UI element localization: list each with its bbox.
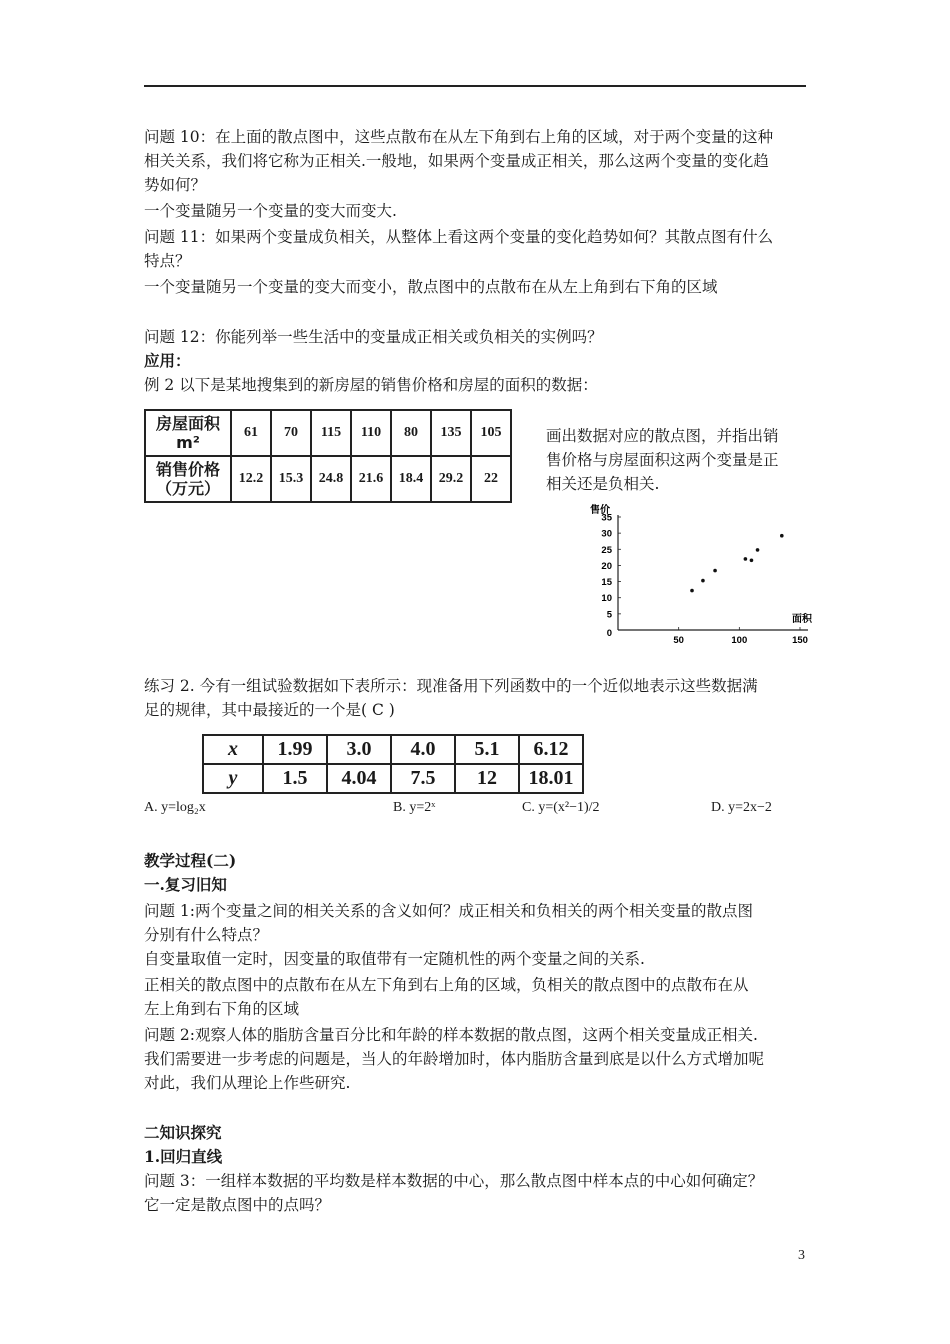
answer-1-cont-1: 正相关的散点图中的点散布在从左下角到右上角的区域，负相关的散点图中的点散布在从: [144, 976, 749, 994]
question-3-line-2: 它一定是散点图中的点吗？: [144, 1196, 331, 1214]
area-row: [145, 410, 511, 456]
question-2-line-1: 问题 2:观察人体的脂肪含量百分比和年龄的样本数据的散点图，这两个相关变量成正相关.: [144, 1026, 758, 1044]
y-label: y: [203, 764, 263, 793]
instruction-line-1: 画出数据对应的散点图，并指出销: [546, 427, 779, 445]
x-axis-label: 面积: [792, 614, 812, 625]
answer-10: 一个变量随另一个变量的变大而变大.: [144, 202, 397, 220]
option-d: D. y=2x−2: [711, 800, 772, 815]
question-10-line-2: 相关关系，我们将它称为正相关.一般地，如果两个变量成正相关，那么这两个变量的变化趋: [144, 152, 769, 170]
y-tick-label: 30: [601, 528, 612, 540]
option-a: A. y=log₂x: [144, 800, 206, 815]
scatter-point: [756, 548, 760, 552]
scatter-point: [713, 569, 717, 573]
price-cell: 15.3: [271, 456, 311, 502]
x-tick-label: 150: [792, 635, 808, 646]
scatter-point: [701, 579, 705, 583]
area-cell: 70: [271, 410, 311, 456]
instruction-line-3: 相关还是负相关.: [546, 475, 660, 493]
y-tick-label: 0: [606, 628, 612, 639]
question-11-line-1: 问题 11：如果两个变量成负相关，从整体上看这两个变量的变化趋势如何？其散点图有什么: [144, 228, 774, 246]
experiment-data-table: [202, 734, 584, 794]
x-tick-label: 50: [673, 635, 684, 646]
y-tick-label: 15: [601, 577, 612, 589]
section-heading: 教学过程(二): [144, 851, 237, 870]
price-header: 销售价格 （万元）: [145, 456, 231, 502]
answer-1-cont-2: 左上角到右下角的区域: [144, 1000, 300, 1018]
y-cell: 12: [455, 764, 519, 793]
x-cell: 3.0: [327, 735, 391, 764]
area-cell: 105: [471, 410, 511, 456]
y-cell: 4.04: [327, 764, 391, 793]
question-10-line-1: 问题 10：在上面的散点图中，这些点散布在从左下角到右上角的区域，对于两个变量的这种: [144, 128, 774, 146]
page-number: 3: [798, 1248, 805, 1263]
instruction-line-2: 售价格与房屋面积这两个变量是正: [546, 451, 779, 469]
price-row: [145, 456, 511, 502]
price-cell: 29.2: [431, 456, 471, 502]
x-cell: 5.1: [455, 735, 519, 764]
option-c: C. y=(x²−1)/2: [522, 800, 600, 815]
question-1-line-2: 分别有什么特点？: [144, 926, 269, 944]
question-2-line-3: 对此，我们从理论上作些研究.: [144, 1074, 351, 1092]
exercise-2-line-1: 练习 2. 今有一组试验数据如下表所示：现准备用下列函数中的一个近似地表示这些数据满: [144, 677, 758, 695]
x-cell: 4.0: [391, 735, 455, 764]
area-cell: 135: [431, 410, 471, 456]
exercise-2-line-2: 足的规律，其中最接近的一个是( C ): [144, 701, 395, 719]
subsection-review: 一.复习旧知: [144, 875, 227, 894]
header-rule: [144, 85, 806, 87]
price-cell: 22: [471, 456, 511, 502]
question-3-line-1: 问题 3：一组样本数据的平均数是样本数据的中心，那么散点图中样本点的中心如何确定？: [144, 1172, 764, 1190]
x-tick-label: 100: [731, 635, 748, 646]
price-cell: 18.4: [391, 456, 431, 502]
example-2: 例 2 以下是某地搜集到的新房屋的销售价格和房屋的面积的数据：: [144, 376, 598, 394]
question-1-line-1: 问题 1:两个变量之间的相关关系的含义如何？成正相关和负相关的两个相关变量的散点图: [144, 902, 754, 920]
price-cell: 12.2: [231, 456, 271, 502]
scatter-point: [690, 589, 694, 593]
y-axis-label: 售价: [590, 505, 610, 516]
scatter-point: [750, 558, 754, 562]
area-cell: 80: [391, 410, 431, 456]
subsection-knowledge: 二知识探究: [144, 1123, 222, 1142]
question-12: 问题 12：你能列举一些生活中的变量成正相关或负相关的实例吗？: [144, 328, 603, 346]
x-row: [203, 735, 583, 764]
x-label: x: [203, 735, 263, 764]
y-cell: 7.5: [391, 764, 455, 793]
y-tick-label: 5: [606, 609, 612, 621]
y-tick-label: 10: [601, 593, 612, 605]
scatter-point: [744, 557, 748, 561]
area-cell: 61: [231, 410, 271, 456]
subsection-regression: 1.回归直线: [144, 1147, 223, 1166]
y-tick-label: 35: [601, 512, 612, 524]
y-cell: 18.01: [519, 764, 583, 793]
x-cell: 1.99: [263, 735, 327, 764]
question-2-line-2: 我们需要进一步考虑的问题是，当人的年龄增加时，体内脂肪含量到底是以什么方式增加呢: [144, 1050, 765, 1068]
question-11-line-2: 特点？: [144, 252, 191, 270]
option-b: B. y=2ˣ: [393, 800, 436, 815]
price-cell: 21.6: [351, 456, 391, 502]
area-cell: 110: [351, 410, 391, 456]
scatter-plot: [588, 497, 848, 647]
area-cell: 115: [311, 410, 351, 456]
scatter-point: [780, 534, 784, 538]
house-data-table: [144, 409, 512, 503]
area-header: 房屋面积 m²: [145, 410, 231, 456]
price-cell: 24.8: [311, 456, 351, 502]
y-tick-label: 20: [601, 560, 612, 572]
answer-11: 一个变量随另一个变量的变大而变小，散点图中的点散布在从左上角到右下角的区域: [144, 278, 718, 296]
y-tick-label: 25: [601, 544, 612, 556]
y-row: [203, 764, 583, 793]
question-10-line-3: 势如何？: [144, 176, 207, 194]
application-heading: 应用：: [144, 351, 191, 370]
y-cell: 1.5: [263, 764, 327, 793]
answer-1: 自变量取值一定时，因变量的取值带有一定随机性的两个变量之间的关系.: [144, 950, 645, 968]
x-cell: 6.12: [519, 735, 583, 764]
